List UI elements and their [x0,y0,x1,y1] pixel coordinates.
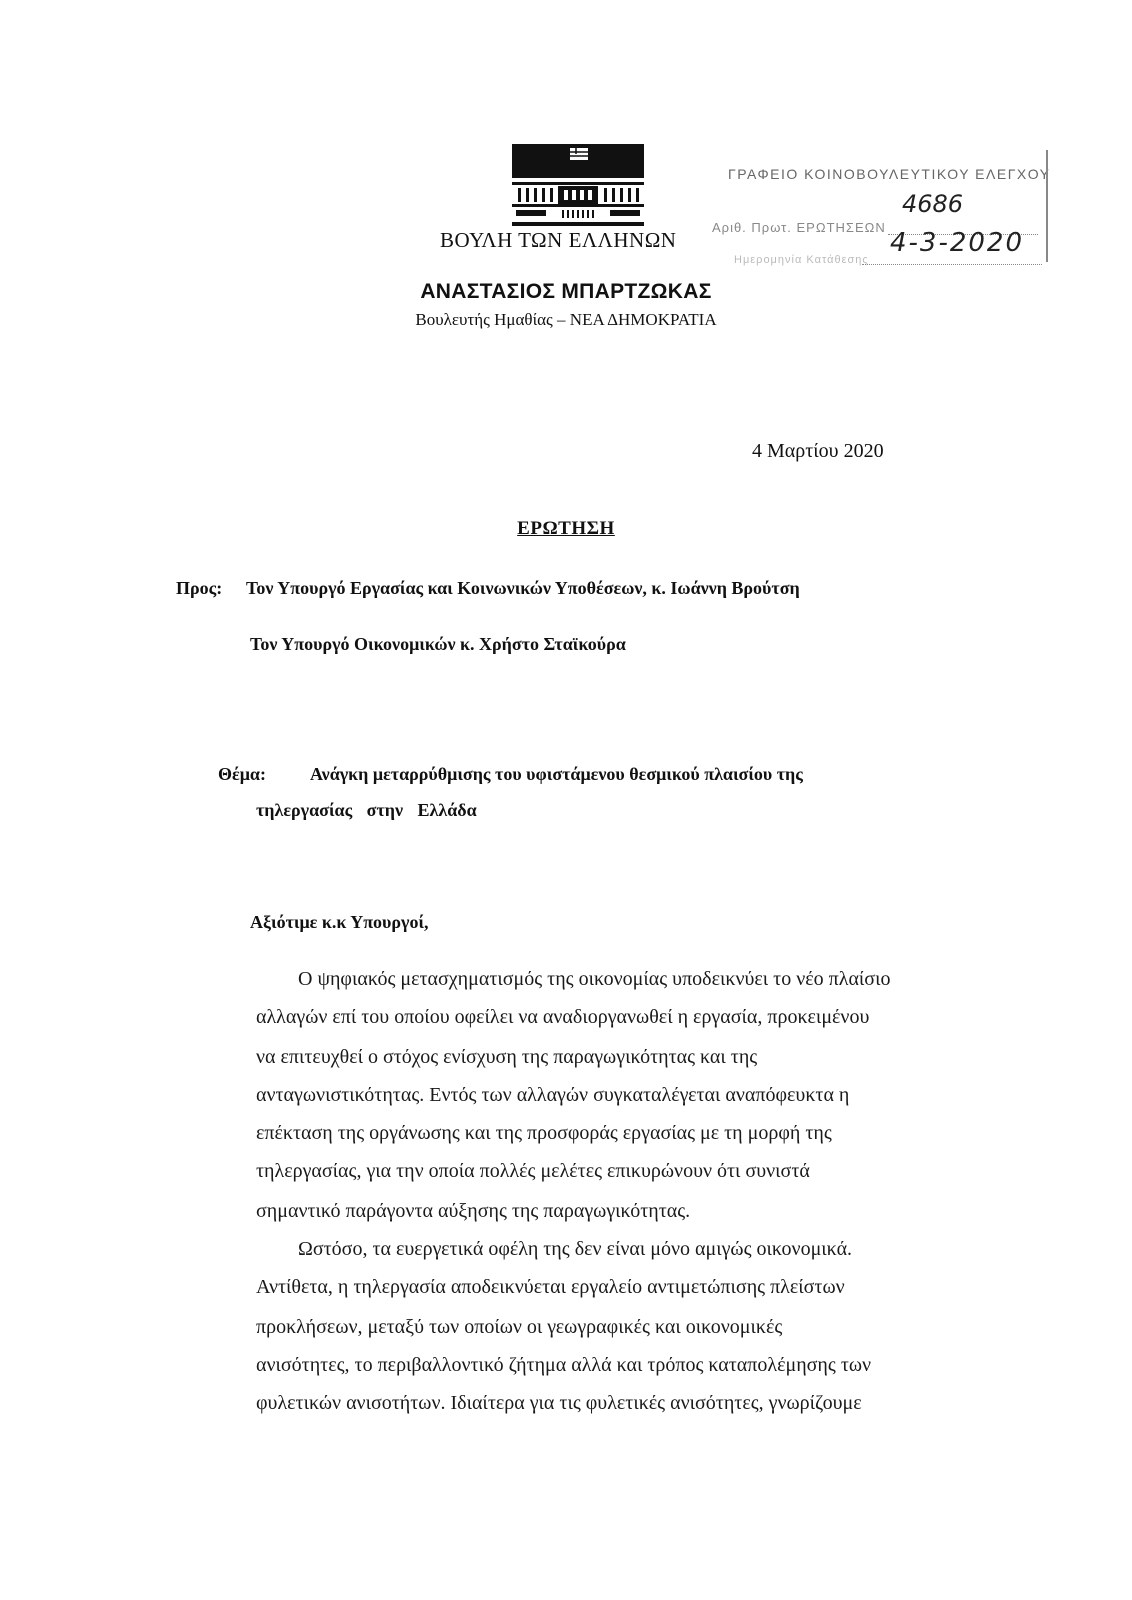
body-line: τηλεργασίας, για την οποία πολλές μελέτες επικυρώνουν ότι συνιστά [256,1160,810,1182]
parliament-name: ΒΟΥΛΗ ΤΩΝ ΕΛΛΗΝΩΝ [440,228,677,252]
body-line: φυλετικών ανισοτήτων. Ιδιαίτερα για τις φυλετικές ανισότητες, γνωρίζουμε [256,1392,862,1414]
salutation: Αξιότιμε κ.κ Υπουργοί, [250,912,429,932]
body-line: προκλήσεων, μεταξύ των οποίων οι γεωγραφικές και οικονομικές [256,1316,783,1338]
body-line: Ωστόσο, τα ευεργετικά οφέλη της δεν είναι μόνο αμιγώς οικονομικά. [298,1238,853,1260]
subject-line: τηλεργασίας στην Ελλάδα [256,800,477,820]
stamp-protocol-label: Αριθ. Πρωτ. ΕΡΩΤΗΣΕΩΝ [712,220,886,235]
stamp-protocol-number: 4686 [902,190,964,218]
body-line: Αντίθετα, η τηλεργασία αποδεικνύεται εργαλείο αντιμετώπισης πλείστων [256,1276,845,1298]
body-line: επέκταση της οργάνωσης και της προσφοράς εργασίας με τη μορφή της [256,1122,832,1144]
body-line: να επιτευχθεί ο στόχος ενίσχυση της παραγωγικότητας και της [256,1046,758,1068]
stamp-date-label: Ημερομηνία Κατάθεσης [734,254,869,266]
parliament-building-icon [512,144,644,230]
document-date: 4 Μαρτίου 2020 [752,440,884,462]
document-heading: ΕΡΩΤΗΣΗ [517,518,615,539]
body-line: ανταγωνιστικότητας. Εντός των αλλαγών συγκαταλέγεται αναπόφευκτα η [256,1084,850,1106]
recipient-second: Τον Υπουργό Οικονομικών κ. Χρήστο Σταϊκούρα [250,634,626,654]
recipient-first: Τον Υπουργό Εργασίας και Κοινωνικών Υποθέσεων, κ. Ιωάννη Βρούτση [246,578,800,598]
subject-label: Θέμα: [218,764,266,784]
registration-stamp [712,150,1072,268]
sender-name: ΑΝΑΣΤΑΣΙΟΣ ΜΠΑΡΤΖΩΚΑΣ [420,280,712,303]
body-line: σημαντικό παράγοντα αύξησης της παραγωγικότητας. [256,1200,691,1222]
body-line: αλλαγών επί του οποίου οφείλει να αναδιοργανωθεί η εργασία, προκειμένου [256,1006,870,1028]
stamp-border [1046,150,1048,262]
stamp-office: ΓΡΑΦΕΙΟ ΚΟΙΝΟΒΟΥΛΕΥΤΙΚΟΥ ΕΛΕΓΧΟΥ [728,166,1051,182]
stamp-date-value: 4-3-2020 [890,228,1025,258]
recipients-label: Προς: [176,578,223,598]
body-line: ανισότητες, το περιβαλλοντικό ζήτημα αλλά και τρόπος καταπολέμησης των [256,1354,872,1376]
body-line: Ο ψηφιακός μετασχηματισμός της οικονομίας υποδεικνύει το νέο πλαίσιο [298,968,891,990]
sender-role: Βουλευτής Ημαθίας – ΝΕΑ ΔΗΜΟΚΡΑΤΙΑ [415,310,717,329]
stamp-dotted-line [862,264,1042,265]
subject-line: Ανάγκη μεταρρύθμισης του υφιστάμενου θεσμικού πλαισίου της [310,764,803,784]
